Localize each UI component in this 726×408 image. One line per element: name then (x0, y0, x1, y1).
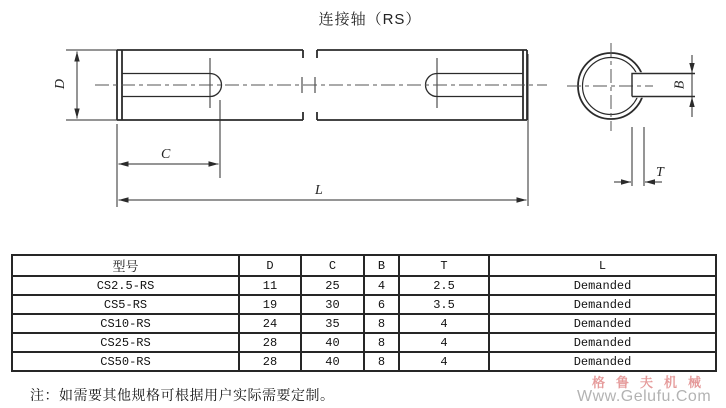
watermark-url: Www.Gelufu.Com (577, 388, 712, 405)
cell-d: 11 (239, 276, 301, 295)
cell-b: 4 (364, 276, 399, 295)
cell-t: 4 (399, 314, 489, 333)
cell-model: CS25-RS (12, 333, 239, 352)
table-row (12, 314, 716, 333)
cell-c: 30 (301, 295, 364, 314)
col-header-l: L (489, 255, 716, 276)
cell-l: Demanded (489, 295, 716, 314)
dimension-l (119, 54, 529, 206)
table-row (12, 333, 716, 352)
col-header-c: C (301, 255, 364, 276)
cell-d: 19 (239, 295, 301, 314)
cell-b: 8 (364, 314, 399, 333)
cell-c: 35 (301, 314, 364, 333)
cell-t: 2.5 (399, 276, 489, 295)
center-marks (210, 58, 437, 108)
cell-d: 28 (239, 352, 301, 371)
col-header-d: D (239, 255, 301, 276)
watermark-brand-cn: 格鲁夫机械 (592, 375, 713, 390)
cell-model: CS10-RS (12, 314, 239, 333)
custom-spec-note: 注：如需要其他规格可根据用户实际需要定制。 (30, 387, 335, 403)
cell-l: Demanded (489, 276, 716, 295)
cell-b: 8 (364, 333, 399, 352)
dim-l-label: L (315, 183, 323, 198)
cell-c: 40 (301, 333, 364, 352)
front-view (95, 50, 547, 120)
cell-l: Demanded (489, 333, 716, 352)
table-row (12, 352, 716, 371)
drawing-title: 连接轴（RS） (318, 11, 422, 28)
cell-c: 25 (301, 276, 364, 295)
dimension-t (614, 127, 662, 186)
dimension-d (66, 50, 117, 120)
cell-model: CS5-RS (12, 295, 239, 314)
cell-t: 3.5 (399, 295, 489, 314)
table-row (12, 295, 716, 314)
cell-l: Demanded (489, 314, 716, 333)
cell-l: Demanded (489, 352, 716, 371)
cell-d: 24 (239, 314, 301, 333)
dim-b-label: B (672, 80, 688, 90)
cell-c: 40 (301, 352, 364, 371)
cell-b: 8 (364, 352, 399, 371)
cell-b: 6 (364, 295, 399, 314)
dim-c-label: C (161, 147, 171, 162)
col-header-t: T (399, 255, 489, 276)
cell-model: CS2.5-RS (12, 276, 239, 295)
cell-t: 4 (399, 352, 489, 371)
table-header-row (12, 255, 716, 276)
cell-d: 28 (239, 333, 301, 352)
col-header-b: B (364, 255, 399, 276)
spec-table (11, 254, 717, 372)
dim-t-label: T (656, 165, 664, 180)
cell-t: 4 (399, 333, 489, 352)
cell-model: CS50-RS (12, 352, 239, 371)
col-header-model: 型号 (12, 255, 239, 276)
table-row (12, 276, 716, 295)
dim-d-label: D (53, 78, 69, 90)
